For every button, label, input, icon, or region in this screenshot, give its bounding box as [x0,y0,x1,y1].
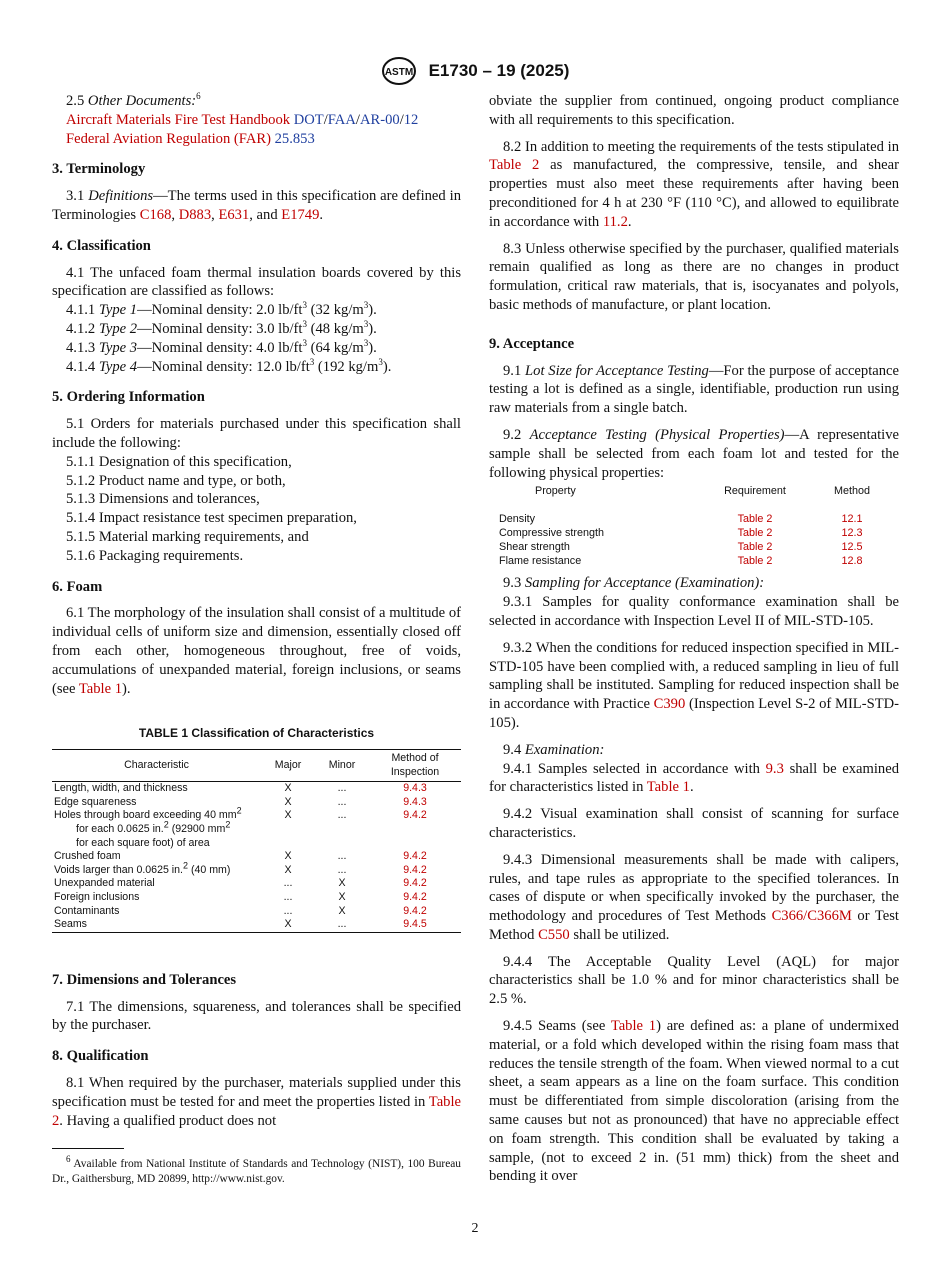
astm-logo-icon [381,56,417,86]
faa-handbook-link[interactable]: Aircraft Materials Fire Test Handbook [66,111,291,128]
table-row: Foreign inclusions ... X 9.4.2 [54,891,427,904]
type-3: 4.1.3 Type 3—Nominal density: 4.0 $lb/ft^3$ (64 $kg/m^3$). [66,337,377,356]
section-8-2: 8.2 In addition to meeting the requirements of the tests stipulated in Table 2 as manufactured, the compressive, tensile, and shear properties must also meet these requirements after having been preconditioned for 4 h at 230 °F (110 °C), and allowed to equilibrate in accordance with 11.2. [489,138,899,230]
table-row: Length, width, and thickness X ... 9.4.3 [54,782,427,795]
list-item: 5.1.1 Designation of this specification, [66,453,292,470]
section-9-3-1: 9.3.1 Samples for quality conformance examination shall be selected in accordance with Inspection Level II of MIL-STD-105. [489,594,899,629]
list-item: 5.1.5 Material marking requirements, and [66,528,309,545]
section-9-4-3: 9.4.3 Dimensional measurements shall be made with calipers, rules, and tape rules as appropriate to the specified tolerances. In cases of dispute or when specifically invoked by the purchaser, the methodology and procedures of Test Methods C366/C366M or Test Method C550 shall be utilized. [489,851,899,943]
table1-header: Major [261,750,315,782]
list-item: 5.1.6 Packaging requirements. [66,547,244,564]
section-8-1-cont: obviate the supplier from continued, ongoing product compliance with all requirements to this specification. [489,93,899,128]
section-9-4-4: 9.4.4 The Acceptable Quality Level (AQL) for major characteristics shall be 1.0 % and for minor characteristics shall be 2.5 %. [489,953,899,1008]
section-7-1: 7.1 The dimensions, squareness, and tolerances shall be specified by the purchaser. [52,998,461,1034]
section-4-1: 4.1 The unfaced foam thermal insulation boards covered by this specification are classified as follows: [52,264,461,300]
type-1: 4.1.1 Type 1—Nominal density: 2.0 $lb/ft^3$ (32 $kg/m^3$). [66,300,377,319]
section-9-4-2: 9.4.2 Visual examination shall consist of scanning for surface characteristics. [489,806,899,841]
section-3-1: 3.1 Definitions—The terms used in this specification are defined in Terminologies C168, D883, E631, and E1749. [52,188,461,223]
section-9-4-1: 9.4.1 Samples selected in accordance with 9.3 shall be examined for characteristics listed in Table 1. [489,760,899,796]
table1-header: Method of Inspection [369,750,461,782]
table-row: Compressive strength Table 2 12.3 [499,527,863,540]
heading-foam: 6. Foam [52,578,103,595]
right-column [489,92,899,1186]
section-5-1: 5.1 Orders for materials purchased under this specification shall include the following: [52,416,461,451]
table-row: Unexpanded material ... X 9.4.2 [54,877,427,890]
heading-acceptance: 9. Acceptance [489,335,575,352]
heading-terminology: 3. Terminology [52,161,146,178]
properties-header: Requirement [724,485,786,498]
section-2-5: 2.5 Other Documents:$^6$ [66,91,201,109]
heading-dimensions: 7. Dimensions and Tolerances [52,971,237,988]
section-8-1: 8.1 When required by the purchaser, materials supplied under this specification must be tested for and meet the properties listed in Table 2. Having a qualified product does not [52,1075,461,1129]
table-row: Flame resistance Table 2 12.8 [499,555,863,568]
table-row: Edge squareness X ... 9.4.3 [54,795,427,808]
table1-caption: TABLE 1 Classification of Characteristics [138,726,375,741]
left-column [52,92,461,1187]
table-row: Shear strength Table 2 12.5 [499,541,863,554]
list-item: 5.1.3 Dimensions and tolerances, [66,491,260,508]
page-header [0,56,950,86]
footnote: $^6$ Available from National Institute of Standards and Technology (NIST), 100 Bureau Dr., Gaithersburg, MD 20899, http://www.nist.gov. [52,1154,461,1186]
table1 [52,749,461,933]
type-4: 4.1.4 Type 4—Nominal density: 12.0 $lb/ft^3$ (192 $kg/m^3$). [66,356,392,375]
section-9-3-2: 9.3.2 When the conditions for reduced inspection specified in MIL-STD-105 have been complied with, a reduced sampling in lieu of full sampling shall be instituted. Sampling for reduced inspection shall be in accordance with Practice C390 (Inspection Level S-2 of MIL-STD-105). [489,639,900,731]
section-9-4-5: 9.4.5 Seams (see Table 1) are defined as: a plane of undermixed material, or a fold which developed within the rising foam mass that reduces the tensile strength of the foam. When viewed normal to a cut sheet, a seam appears as a line on the foam surface. This condition must be differentiated from simple discoloration (arising from the same causes but not as pronounced) that have no appreciable effect on foam strength. This condition shall be evaluated by taking a sample, (not to exceed 2 in. (51 mm) thick) from the sheet and bending it over [489,1018,899,1185]
section-2-5-line2: Federal Aviation Regulation (FAR) 25.853 [66,130,315,147]
heading-classification: 4. Classification [52,237,151,254]
section-9-4: 9.4 Examination: [503,741,605,758]
table1-header: Characteristic [52,750,261,782]
section-9-1: 9.1 Lot Size for Acceptance Testing—For the purpose of acceptance testing a lot is defined as a single, identifiable, production run using raw materials from a single batch. [489,362,899,417]
page-number: 2 [471,1221,479,1236]
section-9-3: 9.3 Sampling for Acceptance (Examination): [503,575,765,592]
section-9-2: 9.2 Acceptance Testing (Physical Properties)—A representative sample shall be selected from each foam lot and tested for the following physical properties: [489,426,899,481]
properties-header: Method [833,485,870,498]
designation: E1730 – 19 (2025) [428,61,570,80]
list-item: 5.1.2 Product name and type, or both, [66,472,286,489]
table-row: Contaminants ... X 9.4.2 [54,904,427,917]
table-row: Seams X ... 9.4.5 [52,918,461,932]
properties-header: Property [535,485,576,498]
properties-table [499,482,879,568]
table-row: Voids larger than 0.0625 in.$^2$ (40 mm) X ... 9.4.2 [54,860,427,876]
table-row: Crushed foam X ... 9.4.2 [54,850,427,863]
table-row: Holes through board exceeding 40 $mm^2$ for each 0.0625 in.$^2$ (92900 $mm^2$ for each square foot) of area X ... 9.4.2 [54,805,427,849]
section-2-5-line1: Aircraft Materials Fire Test Handbook DOT/FAA/AR-00/12 [66,111,419,128]
footnote-rule [52,1148,124,1149]
heading-qualification: 8. Qualification [52,1048,149,1065]
table1-header: Minor [315,750,369,782]
far-link[interactable]: Federal Aviation Regulation (FAR) [66,130,271,147]
table-row: Density Table 2 12.1 [499,513,863,526]
type-2: 4.1.2 Type 2—Nominal density: 3.0 $lb/ft^3$ (48 $kg/m^3$). [66,319,377,337]
logo-text: ASTM [384,67,413,78]
section-8-3: 8.3 Unless otherwise specified by the purchaser, qualified materials remain qualified as long as there are no changes in product formulation, critical raw materials, that is, isocyanates and polyols, basic methods of manufacture, or plant location. [489,240,899,313]
list-item: 5.1.4 Impact resistance test specimen preparation, [66,510,357,527]
section-6-1: 6.1 The morphology of the insulation shall consist of a multitude of individual cells of uniform size and dimension, essentially closed off from each other, homogeneous throughout, free of voids, accumulations of unexpanded material, foreign inclusions, or seams (see Table 1). [52,605,461,697]
heading-ordering: 5. Ordering Information [52,389,205,406]
